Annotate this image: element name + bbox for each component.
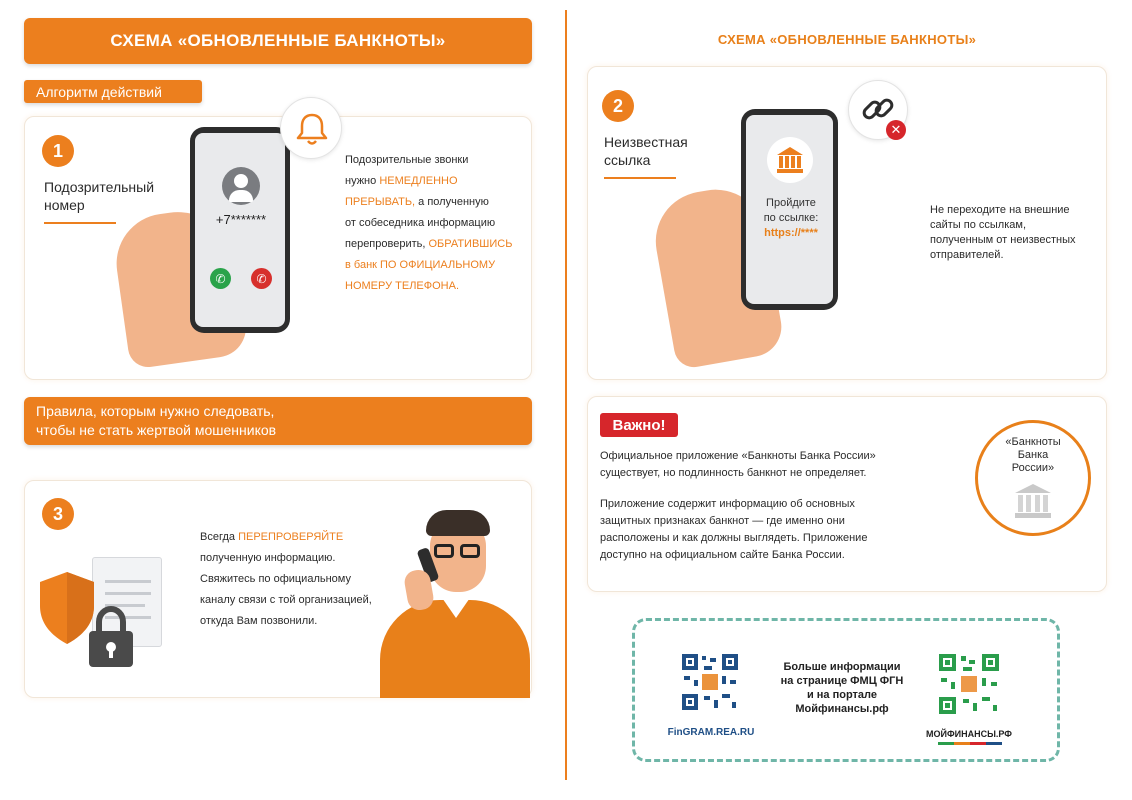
plain-text: нужно <box>345 175 380 187</box>
text-line <box>345 192 530 213</box>
rules-banner-line2: чтобы не стать жертвой мошенников <box>36 422 277 438</box>
phone-screen-link: https://**** <box>764 227 818 239</box>
plain-text: каналу связи с той организацией, <box>200 594 372 606</box>
plain-text: а полученную <box>415 196 489 208</box>
highlighted-text: НОМЕРУ ТЕЛЕФОНА. <box>345 280 460 292</box>
text-line <box>345 276 530 297</box>
plain-text: Всегда <box>200 531 239 543</box>
app-circle <box>975 420 1091 536</box>
text-line <box>200 611 400 632</box>
right-header-title: СХЕМА «ОБНОВЛЕННЫЕ БАНКНОТЫ» <box>717 32 977 47</box>
text-line <box>200 590 400 611</box>
step3-text <box>200 527 400 632</box>
man-illustration <box>380 500 530 698</box>
left-header-title: СХЕМА «ОБНОВЛЕННЫЕ БАНКНОТЫ» <box>110 31 446 50</box>
left-header-banner <box>24 18 532 64</box>
step2-title: Неизвестная ссылка <box>604 134 688 168</box>
qr-label-fingram: FinGRAM.REA.RU <box>667 727 755 738</box>
plain-text: Подозрительные звонки <box>345 154 469 166</box>
important-badge: Важно! <box>600 413 678 437</box>
plain-text: от собеседника информацию <box>345 217 496 229</box>
close-icon: ✕ <box>886 120 906 140</box>
step2-underline <box>604 177 676 179</box>
moifinansy-color-bar <box>938 742 1002 745</box>
plain-text: перепроверить, <box>345 238 429 250</box>
phone-incoming-call <box>190 127 290 333</box>
bell-icon <box>281 98 343 160</box>
step3-number: 3 <box>42 498 74 530</box>
algorithm-label <box>24 80 202 103</box>
plain-text: Свяжитесь по официальному <box>200 573 351 585</box>
algorithm-label-text: Алгоритм действий <box>36 83 162 100</box>
highlighted-text: НЕМЕДЛЕННО <box>379 175 458 187</box>
rules-banner-line1: Правила, которым нужно следовать, <box>36 403 275 419</box>
highlighted-text: ПРЕРЫВАТЬ, <box>345 196 416 208</box>
qr-code-fingram[interactable] <box>680 652 740 712</box>
column-divider <box>565 10 567 780</box>
plain-text: полученную информацию. <box>200 552 336 564</box>
important-para2: Приложение содержит информацию об основных защитных признаках банкнот — где именно они расположены и как должны выглядеть. Приложение доступно на официальном сайте Банка России. <box>600 498 868 561</box>
highlighted-text: ПЕРЕПРОВЕРЯЙТЕ <box>238 531 344 543</box>
step1-text <box>345 150 530 297</box>
text-line <box>345 171 530 192</box>
text-line <box>345 234 530 255</box>
decline-call-icon: ✆ <box>251 268 272 289</box>
bank-building-gray-icon <box>1011 481 1055 521</box>
user-avatar-icon <box>222 167 260 205</box>
text-line <box>200 569 400 590</box>
step2-number: 2 <box>602 90 634 122</box>
rules-banner <box>24 397 532 445</box>
qr-label-moifinansy: МОЙФИНАНСЫ.РФ <box>926 729 1012 739</box>
info-text: Больше информации на странице ФМЦ ФГН и на портале Мойфинансы.рф <box>780 661 904 715</box>
important-para1: Официальное приложение «Банкноты Банка России» существует, но подлинность банкнот не определяет. <box>600 450 876 479</box>
text-line <box>345 255 530 276</box>
text-line <box>345 150 530 171</box>
step2-text: Не переходите на внешние сайты по ссылкам, полученным от неизвестных отправителей. <box>930 204 1076 261</box>
step1-title: Подозрительный номер <box>44 179 155 213</box>
text-line <box>200 548 400 569</box>
text-line <box>200 527 400 548</box>
qr-code-moifinansy[interactable] <box>937 652 1001 716</box>
bank-building-icon <box>767 137 813 183</box>
text-line <box>345 213 530 234</box>
highlighted-text: в банк ПО ОФИЦИАЛЬНОМУ <box>345 259 496 271</box>
lock-icon <box>86 604 136 670</box>
bell-bubble <box>280 97 342 159</box>
step1-number: 1 <box>42 135 74 167</box>
plain-text: откуда Вам позвонили. <box>200 615 318 627</box>
step1-underline <box>44 222 116 224</box>
phone-screen-text: Пройдите по ссылке: https://**** <box>748 196 834 241</box>
app-circle-text: «Банкноты Банка России» <box>1005 436 1061 474</box>
accept-call-icon: ✆ <box>210 268 231 289</box>
caller-number: +7******* <box>215 212 267 227</box>
highlighted-text: ОБРАТИВШИСЬ <box>428 238 513 250</box>
